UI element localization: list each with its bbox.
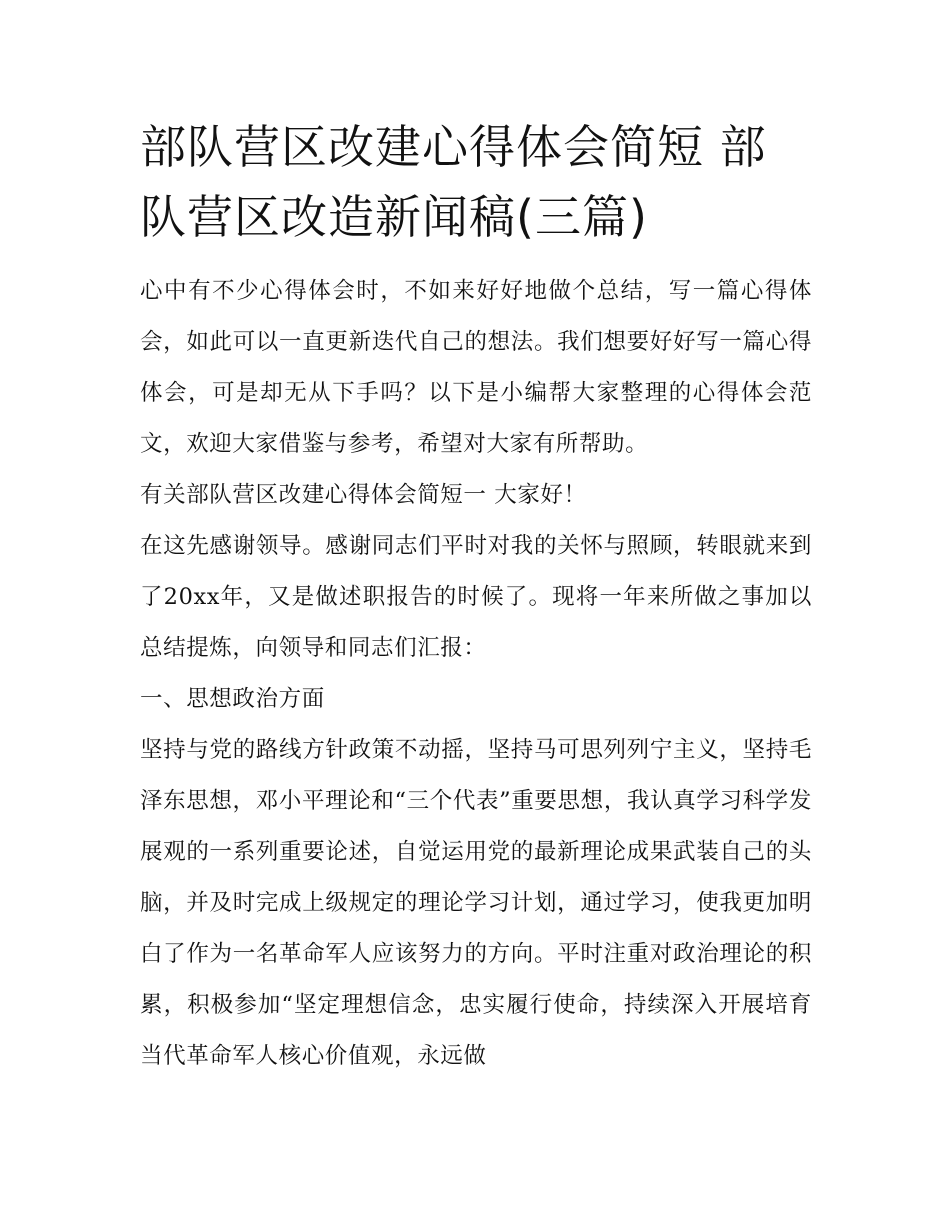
paragraph-thanks: 在这先感谢领导。感谢同志们平时对我的关怀与照顾，转眼就来到了20xx年，又是做述职报告的时候了。现将一年来所做之事加以总结提炼，向领导和同志们汇报：: [140, 533, 812, 661]
paragraph-greeting: 有关部队营区改建心得体会简短一 大家好！: [140, 482, 587, 508]
document-title: 部队营区改建心得体会简短 部队营区改造新闻稿(三篇): [140, 120, 767, 244]
paragraph-intro: 心中有不少心得体会时，不如来好好地做个总结，写一篇心得体会，如此可以一直更新迭代自己的想法。我们想要好好写一篇心得体会，可是却无从下手吗？以下是小编帮大家整理的心得体会范文，欢迎大家借鉴与参考，希望对大家有所帮助。: [140, 278, 812, 457]
paragraph-politics: 坚持与党的路线方针政策不动摇，坚持马可思列列宁主义，坚持毛泽东思想，邓小平理论和“三个代表”重要思想，我认真学习科学发展观的一系列重要论述，自觉运用党的最新理论成果武装自己的头脑，并及时完成上级规定的理论学习计划，通过学习，使我更加明白了作为一名革命军人应该努力的方向。平时注重对政治理论的积累，积极参加“坚定理想信念，忠实履行使命，持续深入开展培育当代革命军人核心价值观，永远做: [140, 737, 812, 1069]
section-heading-politics: 一、思想政治方面: [140, 686, 325, 712]
paragraph-list: [140, 266, 812, 1082]
document-body: [140, 112, 812, 1082]
